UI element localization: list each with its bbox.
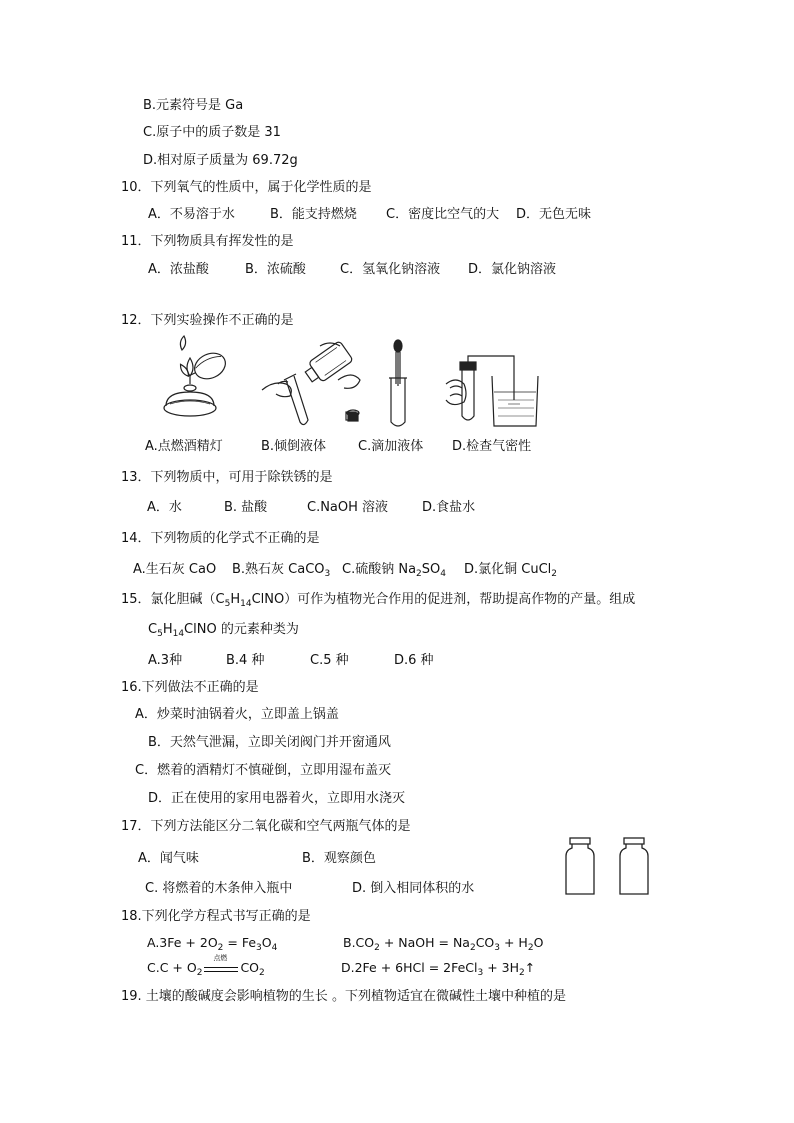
equation-double-line <box>204 967 238 972</box>
q10-option-a: A．不易溶于水 <box>148 207 235 222</box>
pouring-liquid-figure <box>260 340 360 425</box>
q14-option-a: A.生石灰 CaO <box>133 562 217 577</box>
q9-option-b: B.元素符号是 Ga <box>143 98 244 113</box>
q16-option-b: B．天然气泄漏，立即关闭阀门并开窗通风 <box>148 735 391 750</box>
reaction-condition: 点燃 <box>213 953 228 962</box>
q12-stem: 12．下列实验操作不正确的是 <box>121 313 294 328</box>
q12-option-a: A.点燃酒精灯 <box>145 439 223 454</box>
q11-option-c: C．氢氧化钠溶液 <box>340 262 441 277</box>
q18-option-d: D.2Fe + 6HCl = 2FeCl$_3$ + $3H_2↑$ <box>341 960 536 978</box>
q15-stem: 15．氯化胆碱$(C_5H_{14}ClNO)$可作为植物光合作用的促进剂，帮助提高作物的产量。组成 <box>121 592 636 609</box>
q14-option-c: C.硫酸钠 $Na_2SO_4$ <box>342 562 446 579</box>
q14-option-d: D.氯化铜 CuCl$_2$ <box>464 562 558 579</box>
q15-stem-line2: $C_5H_{14}ClNO$ 的元素种类为 <box>148 622 299 639</box>
q16-stem: 16.下列做法不正确的是 <box>121 680 259 695</box>
q14-option-b: B.熟石灰 CaCO$_3$ <box>232 562 331 579</box>
q18-stem: 18.下列化学方程式书写正确的是 <box>121 909 311 924</box>
q10-option-d: D．无色无味 <box>516 207 592 222</box>
q17-option-b: B．观察颜色 <box>302 851 376 866</box>
q9-option-c: C.原子中的质子数是 31 <box>143 125 281 140</box>
q13-option-b: B. 盐酸 <box>224 500 268 515</box>
q15-option-a: A.3种 <box>148 653 183 668</box>
q10-option-c: C．密度比空气的大 <box>386 207 500 222</box>
q10-stem: 10．下列氧气的性质中，属于化学性质的是 <box>121 180 372 195</box>
q12-option-d: D.检查气密性 <box>452 439 532 454</box>
q17-stem: 17．下列方法能区分二氧化碳和空气两瓶气体的是 <box>121 819 411 834</box>
q11-stem: 11．下列物质具有挥发性的是 <box>121 234 294 249</box>
q15-option-d: D.6 种 <box>394 653 434 668</box>
q13-option-a: A．水 <box>147 500 182 515</box>
alcohol-lamp-figure <box>160 336 240 426</box>
q15-option-b: B.4 种 <box>226 653 265 668</box>
airtightness-figure <box>442 354 538 428</box>
q12-option-b: B.倾倒液体 <box>261 439 327 454</box>
q11-option-b: B．浓硫酸 <box>245 262 306 277</box>
bottle-stopper-figure <box>346 409 360 423</box>
q18-option-c: $C.C + O_2$ 点燃 $CO_2$ <box>147 953 265 978</box>
q11-option-a: A．浓盐酸 <box>148 262 209 277</box>
q12-option-c: C.滴加液体 <box>358 439 424 454</box>
q16-option-c: C．燃着的酒精灯不慎碰倒，立即用湿布盖灭 <box>135 763 392 778</box>
q10-option-b: B．能支持燃烧 <box>270 207 357 222</box>
gas-jars-figure <box>562 836 654 896</box>
q9-option-d: D.相对原子质量为 69.72g <box>143 153 298 168</box>
q17-option-d: D. 倒入相同体积的水 <box>352 881 475 896</box>
dropper-figure <box>384 340 412 428</box>
q13-option-c: C.NaOH 溶液 <box>307 500 389 515</box>
q13-option-d: D.食盐水 <box>422 500 476 515</box>
q19-stem: 19. 土壤的酸碱度会影响植物的生长 。下列植物适宜在微碱性土壤中种植的是 <box>121 989 566 1004</box>
q15-option-c: C.5 种 <box>310 653 349 668</box>
q14-stem: 14．下列物质的化学式不正确的是 <box>121 531 320 546</box>
q17-option-c: C. 将燃着的木条伸入瓶中 <box>145 881 293 896</box>
gas-arrow-icon: ↑ <box>524 960 536 975</box>
q18-option-b: $B.CO_2$ + NaOH = $Na_2CO_3 + H_2O$ <box>343 935 544 953</box>
q11-option-d: D．氯化钠溶液 <box>468 262 557 277</box>
q13-stem: 13．下列物质中，可用于除铁锈的是 <box>121 470 333 485</box>
q17-option-a: A．闻气味 <box>138 851 199 866</box>
q16-option-a: A．炒菜时油锅着火，立即盖上锅盖 <box>135 707 339 722</box>
q18-option-a: $A.3Fe + 2O_2 = Fe_3O_4$ <box>147 935 278 953</box>
q16-option-d: D．正在使用的家用电器着火，立即用水浇灭 <box>148 791 406 806</box>
